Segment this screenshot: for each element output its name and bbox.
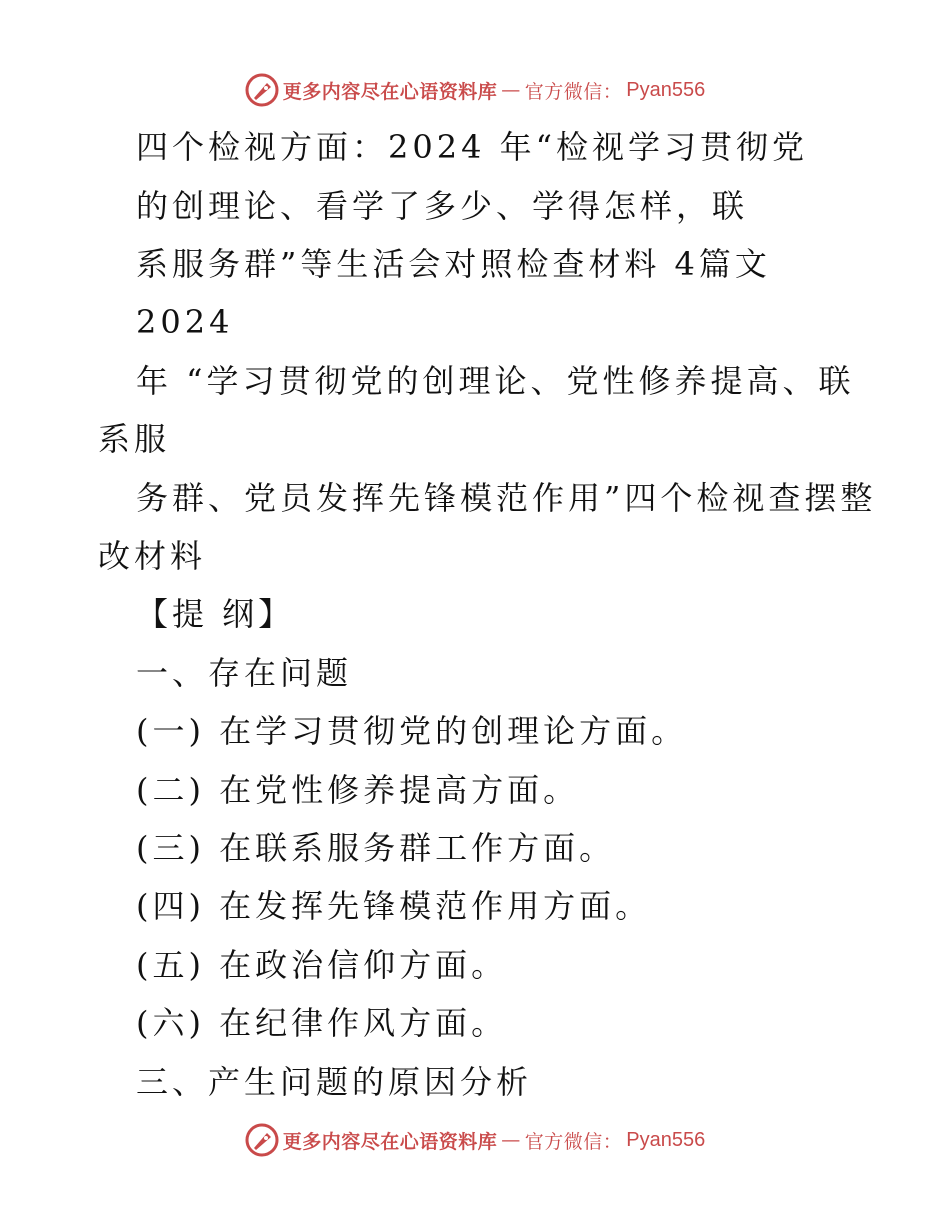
header-watermark bbox=[0, 70, 950, 110]
watermark-id: Pyan556 bbox=[626, 1128, 706, 1151]
pen-nib-icon bbox=[245, 73, 279, 107]
subtitle-line-1: 年 “学习贯彻党的创理论、党性修养提高、联 bbox=[136, 362, 855, 400]
outline-item: (一) 在学习贯彻党的创理论方面。 bbox=[136, 712, 688, 750]
footer-watermark bbox=[0, 1120, 950, 1160]
title-line-4: 2024 bbox=[136, 303, 234, 341]
outline-item: (五) 在政治信仰方面。 bbox=[136, 946, 508, 984]
outline-item: (三) 在联系服务群工作方面。 bbox=[136, 829, 616, 867]
subtitle-line-3: 务群、党员发挥先锋模范作用”四个检视查摆整 bbox=[136, 479, 877, 517]
outline-heading: 【提 纲】 bbox=[136, 595, 295, 633]
title-line-2: 的创理论、看学了多少、学得怎样，联 bbox=[136, 187, 749, 225]
outline-item: (六) 在纪律作风方面。 bbox=[136, 1004, 508, 1042]
subtitle-line-4: 改材料 bbox=[98, 537, 207, 575]
title-line-1: 四个检视方面：2024 年“检视学习贯彻党 bbox=[136, 128, 808, 166]
outline-item: (四) 在发挥先锋模范作用方面。 bbox=[136, 887, 652, 925]
watermark-dash: — bbox=[501, 1129, 521, 1151]
outline-item: (二) 在党性修养提高方面。 bbox=[136, 771, 580, 809]
watermark-id: Pyan556 bbox=[626, 78, 706, 101]
section-heading-1: 一、存在问题 bbox=[136, 654, 353, 692]
pen-nib-icon bbox=[245, 1123, 279, 1157]
section-heading-3: 三、产生问题的原因分析 bbox=[136, 1063, 533, 1101]
watermark-official: 官方微信： bbox=[524, 80, 623, 103]
subtitle-line-2: 系服 bbox=[98, 420, 171, 458]
watermark-dash: — bbox=[501, 79, 521, 101]
watermark-official: 官方微信： bbox=[524, 1130, 623, 1153]
title-line-3: 系服务群”等生活会对照检查材料 4篇文 bbox=[136, 245, 771, 283]
watermark-text: 更多内容尽在心语资料库 bbox=[282, 1130, 498, 1153]
watermark-text: 更多内容尽在心语资料库 bbox=[282, 80, 498, 103]
